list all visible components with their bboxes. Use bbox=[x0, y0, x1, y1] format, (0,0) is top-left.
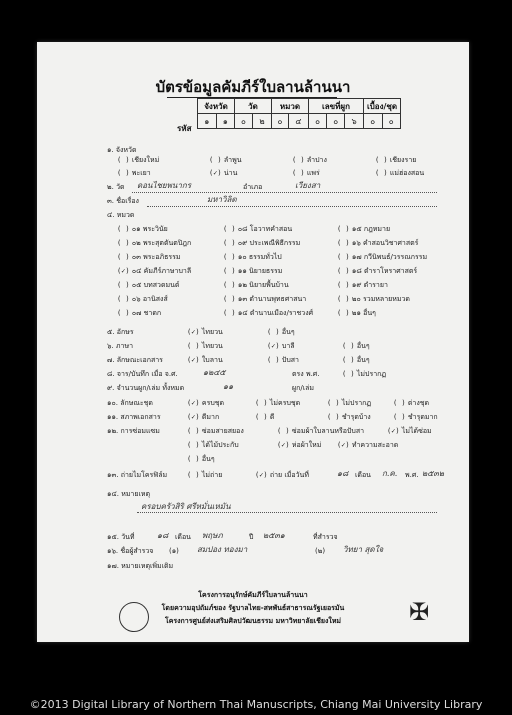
province-option[interactable]: ( ) เชียงใหม่ bbox=[117, 156, 160, 164]
surveyor-2-number: (๒) bbox=[315, 547, 326, 555]
code-digit: ๐ bbox=[309, 114, 327, 129]
survey-month: พฤษภ bbox=[202, 531, 223, 540]
field-province-label: ๑. จังหวัด bbox=[107, 146, 137, 154]
code-digit: ๖ bbox=[345, 114, 364, 129]
category-option[interactable]: ( ) ๐๒ พระสุตตันตปิฎก bbox=[117, 239, 192, 247]
language-option[interactable]: ( ) อื่นๆ bbox=[342, 342, 370, 350]
survey-place-label: ที่สำรวจ bbox=[313, 533, 338, 541]
province-option[interactable]: ( ) พะเยา bbox=[117, 169, 151, 177]
category-option[interactable]: ( ) ๒๐ รวมหลายหมวด bbox=[337, 295, 410, 303]
microfilm-year: ๒๕๓๒ bbox=[422, 469, 445, 478]
category-option[interactable]: ( ) ๒๑ อื่นๆ bbox=[337, 309, 376, 317]
field-condition-label: ๑๑. สภาพเอกสาร bbox=[107, 413, 161, 421]
microfilm-option-checked[interactable]: (✓) ถ่าย เมื่อวันที่ bbox=[255, 471, 309, 479]
category-option[interactable]: ( ) ๑๓ ตำนานพุทธศาสนา bbox=[223, 295, 307, 303]
dotted-line bbox=[132, 192, 437, 193]
category-option[interactable]: ( ) ๐๙ ประเพณีพิธีกรรม bbox=[223, 239, 301, 247]
repair-option-checked[interactable]: (✓) ห่อผ้าใหม่ bbox=[277, 441, 322, 449]
count-unit: ผูก/เล่ม bbox=[292, 384, 314, 392]
category-option[interactable]: ( ) ๐๗ ชาดก bbox=[117, 309, 162, 317]
field-extra-note-label: ๑๗. หมายเหตุเพิ่มเติม bbox=[107, 562, 174, 570]
card-title: บัตรข้อมูลคัมภีร์ใบลานล้านนา bbox=[155, 78, 351, 96]
category-option[interactable]: ( ) ๐๘ โอวาทคำสอน bbox=[223, 225, 293, 233]
microfilm-day: ๑๘ bbox=[337, 469, 349, 478]
category-option[interactable]: ( ) ๐๕ บทสวดมนต์ bbox=[117, 281, 180, 289]
doctype-option[interactable]: ( ) อื่นๆ bbox=[342, 356, 370, 364]
german-eagle-icon: ✠ bbox=[409, 598, 430, 626]
code-header-temple: วัด bbox=[235, 99, 272, 114]
footer-center: โครงการศูนย์ส่งเสริมศิลปวัฒนธรรม มหาวิทยาลัยเชียงใหม่ bbox=[164, 617, 342, 625]
code-digit: ๐ bbox=[327, 114, 345, 129]
category-option[interactable]: ( ) ๑๐ ธรรมทั่วไป bbox=[223, 253, 282, 261]
cs-year-value: ๑๒๔๕ bbox=[203, 368, 226, 377]
footer-sponsor: โดยความอุปถัมภ์ของ รัฐบาลไทย-สหพันธ์สาธารณรัฐเยอรมัน bbox=[161, 604, 345, 612]
category-option[interactable]: ( ) ๑๔ ตำนานเมือง/ราชวงศ์ bbox=[223, 309, 314, 317]
microfilm-month-label: เดือน bbox=[355, 471, 371, 479]
condition-option[interactable]: ( ) ดี bbox=[255, 413, 275, 421]
category-option[interactable]: ( ) ๑๑ นิยายธรรม bbox=[223, 267, 283, 275]
surveyor-1-name: สมปอง ทองมา bbox=[197, 545, 248, 554]
amphoe-label: อำเภอ bbox=[243, 183, 263, 191]
surveyor-2-name: วิทยา สุดใจ bbox=[343, 545, 384, 554]
dotted-line bbox=[147, 206, 437, 207]
set-option-checked[interactable]: (✓) ครบชุด bbox=[187, 399, 225, 407]
microfilm-year-label: พ.ศ. bbox=[405, 471, 419, 479]
doctype-option-checked[interactable]: (✓) ใบลาน bbox=[187, 356, 223, 364]
code-header-set: เบื้อง/ชุด bbox=[364, 99, 401, 114]
code-digit: ๐ bbox=[382, 114, 401, 129]
copyright-notice: ©2013 Digital Library of Northern Thai Manuscripts, Chiang Mai University Library bbox=[29, 698, 483, 711]
doctype-option[interactable]: ( ) ปับสา bbox=[267, 356, 299, 364]
field-doctype-label: ๗. ลักษณะเอกสาร bbox=[107, 356, 163, 364]
code-header-province: จังหวัด bbox=[198, 99, 235, 114]
script-option-checked[interactable]: (✓) ไทยวน bbox=[187, 328, 223, 336]
repair-option[interactable]: ( ) ได้ไม้ประกับ bbox=[187, 441, 239, 449]
condition-option[interactable]: ( ) ชำรุดมาก bbox=[393, 413, 438, 421]
title-value: มหาวิลิต bbox=[207, 195, 237, 204]
field-repair-label: ๑๒. การซ่อมแซม bbox=[107, 427, 160, 435]
category-option[interactable]: ( ) ๑๕ กฎหมาย bbox=[337, 225, 391, 233]
category-option-checked[interactable]: (✓) ๐๔ คัมภีร์ภาษาบาลี bbox=[117, 267, 192, 275]
field-language-label: ๖. ภาษา bbox=[107, 342, 133, 350]
set-option[interactable]: ( ) ไม่ครบชุด bbox=[255, 399, 301, 407]
category-option[interactable]: ( ) ๐๓ พระอภิธรรม bbox=[117, 253, 181, 261]
microfilm-option[interactable]: ( ) ไม่ถ่าย bbox=[187, 471, 223, 479]
category-option[interactable]: ( ) ๑๘ ตำราโหราศาสตร์ bbox=[337, 267, 418, 275]
province-option[interactable]: ( ) ลำปาง bbox=[292, 156, 327, 164]
repair-option[interactable]: ( ) ซ่อมสายสยอง bbox=[187, 427, 244, 435]
field-count-label: ๙. จำนวนผูก/เล่ม ทั้งหมด bbox=[107, 384, 185, 392]
code-digit: ๐ bbox=[364, 114, 383, 129]
code-digit: ๐ bbox=[272, 114, 289, 129]
footer-project: โครงการอนุรักษ์คัมภีร์ใบลานล้านนา bbox=[198, 591, 308, 599]
province-option[interactable]: ( ) แม่ฮ่องสอน bbox=[375, 169, 425, 177]
code-header-category: หมวด bbox=[272, 99, 309, 114]
surveyor-1-number: (๑) bbox=[169, 547, 179, 555]
be-label: ตรง พ.ศ. bbox=[292, 370, 320, 378]
province-option[interactable]: ( ) ลำพูน bbox=[209, 156, 242, 164]
category-option[interactable]: ( ) ๐๖ อานิสงส์ bbox=[117, 295, 168, 303]
field-title-label: ๓. ชื่อเรื่อง bbox=[107, 197, 139, 205]
survey-month-label: เดือน bbox=[175, 533, 191, 541]
manuscript-card bbox=[37, 42, 469, 642]
field-surveyor-label: ๑๖. ชื่อผู้สำรวจ bbox=[107, 547, 154, 555]
category-option[interactable]: ( ) ๐๑ พระวินัย bbox=[117, 225, 168, 233]
condition-option-checked[interactable]: (✓) ดีมาก bbox=[187, 413, 220, 421]
field-microfilm-label: ๑๓. ถ่ายไมโครฟิล์ม bbox=[107, 471, 168, 479]
microfilm-month: ก.ค. bbox=[382, 469, 398, 478]
count-value: ๑๑ bbox=[223, 382, 234, 391]
code-digit: ๐ bbox=[235, 114, 253, 129]
field-date-label: ๘. จาร/บันทึก เมื่อ จ.ศ. bbox=[107, 370, 178, 378]
amphoe-value: เวียงสา bbox=[295, 181, 321, 190]
province-option-checked[interactable]: (✓) น่าน bbox=[209, 169, 238, 177]
survey-day: ๑๘ bbox=[157, 531, 169, 540]
survey-year: ๒๕๓๑ bbox=[263, 531, 285, 540]
date-unknown-option[interactable]: ( ) ไม่ปรากฏ bbox=[342, 370, 387, 378]
survey-year-label: ปี bbox=[249, 533, 254, 541]
category-option[interactable]: ( ) ๑๒ นิยายพื้นบ้าน bbox=[223, 281, 289, 289]
condition-option[interactable]: ( ) ชำรุดบ้าง bbox=[327, 413, 371, 421]
code-header-bundle: เลขที่ผูก bbox=[309, 99, 364, 114]
field-note-label: ๑๔. หมายเหตุ bbox=[107, 490, 151, 498]
category-option[interactable]: ( ) ๑๖ คำสอนวิชาศาสตร์ bbox=[337, 239, 419, 247]
repair-option[interactable]: ( ) อื่นๆ bbox=[187, 455, 215, 463]
code-grid bbox=[197, 98, 401, 129]
language-option-checked[interactable]: (✓) บาลี bbox=[267, 342, 295, 350]
repair-option-checked[interactable]: (✓) ทำความสะอาด bbox=[337, 441, 399, 449]
category-option[interactable]: ( ) ๑๗ กวีนิพนธ์/วรรณกรรม bbox=[337, 253, 428, 261]
category-option[interactable]: ( ) ๑๙ ตำรายา bbox=[337, 281, 388, 289]
temple-value: ดอนไชยพนากร bbox=[137, 181, 191, 190]
field-survey-date-label: ๑๕. วันที่ bbox=[107, 533, 135, 541]
province-option[interactable]: ( ) เชียงราย bbox=[375, 156, 417, 164]
field-script-label: ๕. อักษร bbox=[107, 328, 134, 336]
repair-option-checked[interactable]: (✓) ไม่ได้ซ่อม bbox=[387, 427, 432, 435]
code-digit: ๒ bbox=[252, 114, 271, 129]
field-temple-label: ๒. วัด bbox=[107, 183, 125, 191]
dotted-line bbox=[137, 512, 437, 513]
code-digit: ๔ bbox=[288, 114, 308, 129]
script-option[interactable]: ( ) อื่นๆ bbox=[267, 328, 295, 336]
repair-option[interactable]: ( ) ซ่อมผ้าใบลานหรือปับสา bbox=[277, 427, 365, 435]
code-digit: ๑ bbox=[216, 114, 235, 129]
set-option[interactable]: ( ) ต่างชุด bbox=[393, 399, 430, 407]
province-option[interactable]: ( ) แพร่ bbox=[292, 169, 320, 177]
field-set-label: ๑๐. ลักษณะชุด bbox=[107, 399, 153, 407]
field-category-label: ๔. หมวด bbox=[107, 211, 135, 219]
code-label: รหัส bbox=[177, 124, 192, 133]
code-digit: ๑ bbox=[198, 114, 217, 129]
language-option[interactable]: ( ) ไทยวน bbox=[187, 342, 223, 350]
note-value: ครอบครัวสิริ ศรีหมั่นเหมัน bbox=[141, 502, 231, 511]
cmu-seal-icon bbox=[119, 602, 149, 632]
set-option[interactable]: ( ) ไม่ปรากฏ bbox=[327, 399, 372, 407]
